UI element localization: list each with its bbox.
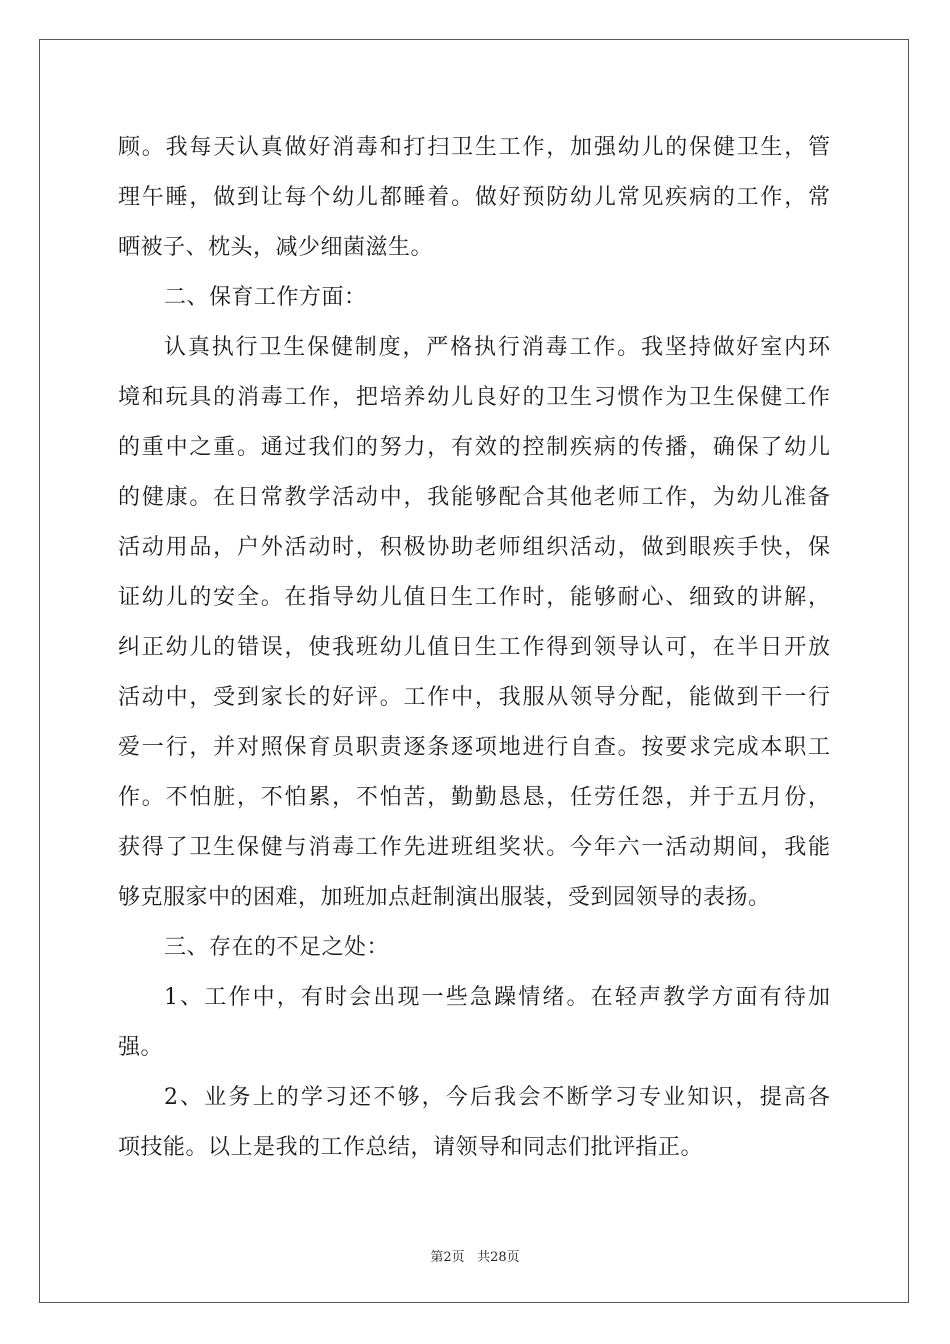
list-item-first-line: 1、工作中，有时会出现一些急躁情绪。在轻声教学方面有待加 (164, 985, 830, 1010)
body-line: 证幼儿的安全。在指导幼儿值日生工作时，能够耐心、细致的讲解， (118, 585, 830, 610)
body-line: 爱一行，并对照保育员职责逐条逐项地进行自查。按要求完成本职工 (118, 735, 830, 760)
body-line: 的重中之重。通过我们的努力，有效的控制疾病的传播，确保了幼儿 (118, 435, 830, 460)
page-footer (0, 1246, 950, 1265)
body-line: 晒被子、枕头，减少细菌滋生。 (118, 235, 434, 260)
body-line: 纠正幼儿的错误，使我班幼儿值日生工作得到领导认可，在半日开放 (118, 635, 830, 660)
body-line: 境和玩具的消毒工作，把培养幼儿良好的卫生习惯作为卫生保健工作 (118, 385, 830, 410)
section-heading: 二、保育工作方面： (164, 285, 367, 310)
body-line: 够克服家中的困难，加班加点赶制演出服装，受到园领导的表扬。 (118, 885, 771, 910)
body-line: 作。不怕脏，不怕累，不怕苦，勤勤恳恳，任劳任怨，并于五月份， (118, 785, 830, 810)
page-number: 第2页 (430, 1250, 465, 1265)
list-item-first-line: 2、业务上的学习还不够，今后我会不断学习专业知识，提高各 (164, 1085, 830, 1110)
body-line: 项技能。以上是我的工作总结，请领导和同志们批评指正。 (118, 1135, 704, 1160)
body-line: 活动中，受到家长的好评。工作中，我服从领导分配，能做到干一行 (118, 685, 830, 710)
body-line: 获得了卫生保健与消毒工作先进班组奖状。今年六一活动期间，我能 (118, 835, 830, 860)
section-heading: 三、存在的不足之处： (164, 935, 390, 960)
body-line: 顾。我每天认真做好消毒和打扫卫生工作，加强幼儿的保健卫生，管 (118, 135, 830, 160)
total-pages: 共28页 (477, 1250, 520, 1265)
body-line: 的健康。在日常教学活动中，我能够配合其他老师工作，为幼儿准备 (118, 485, 830, 510)
body-line: 强。 (118, 1035, 164, 1060)
body-line: 活动用品，户外活动时，积极协助老师组织活动，做到眼疾手快，保 (118, 535, 830, 560)
body-line: 理午睡，做到让每个幼儿都睡着。做好预防幼儿常见疾病的工作，常 (118, 185, 830, 210)
paragraph-first-line: 认真执行卫生保健制度，严格执行消毒工作。我坚持做好室内环 (164, 335, 830, 360)
